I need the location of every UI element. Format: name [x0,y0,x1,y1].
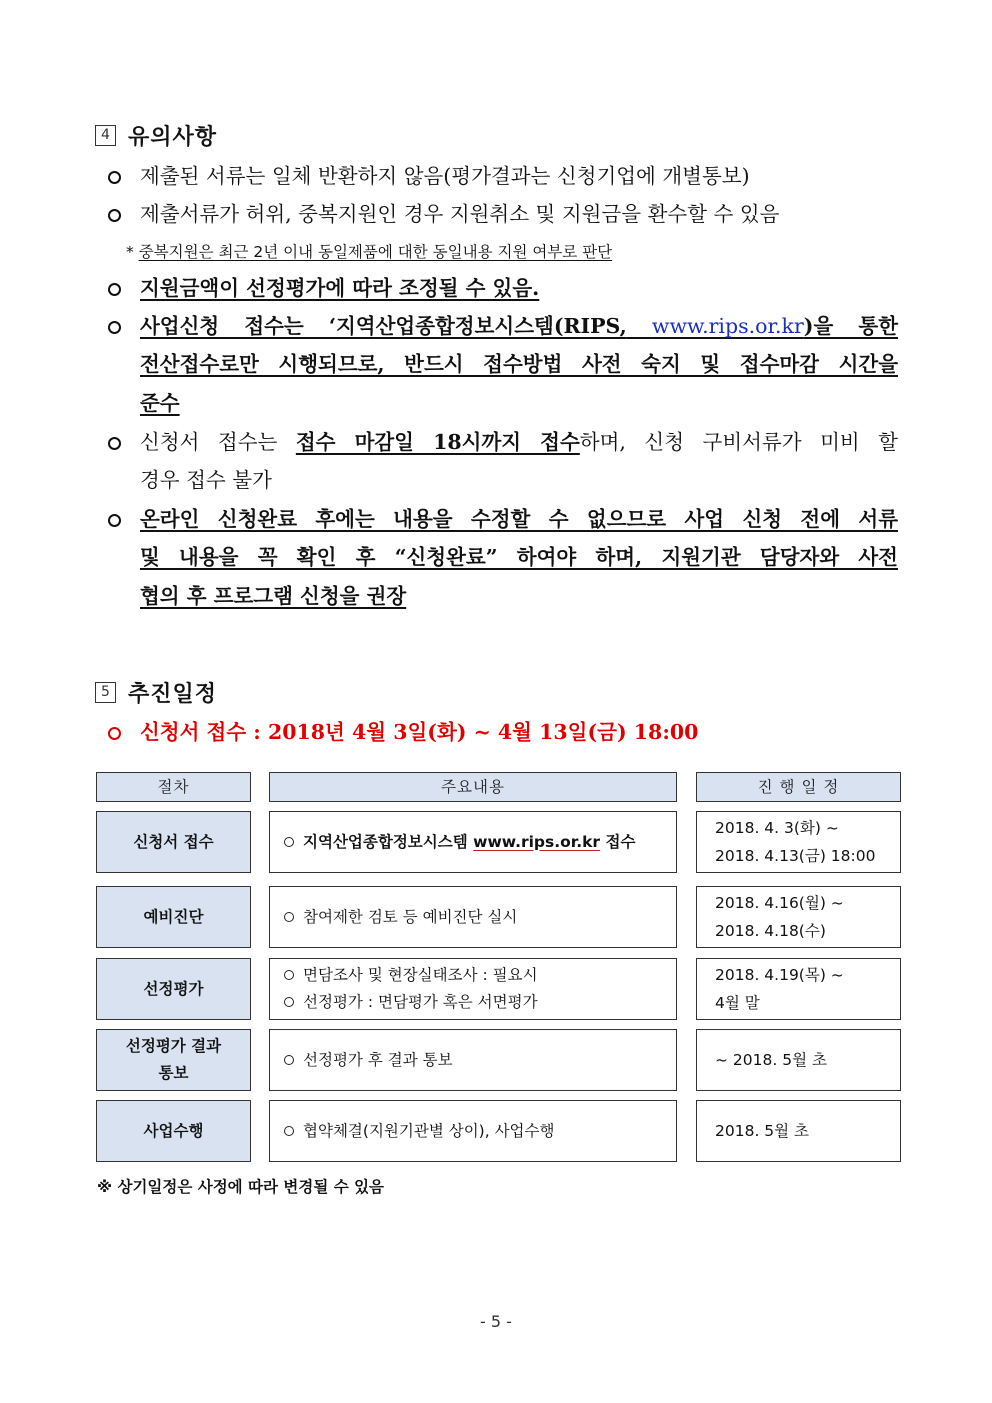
notice-item-5-text-end: 하며, 신청 구비서류가 미비 할 [579,430,898,454]
schedule-line: ~ 2018. 5월 초 [715,1051,827,1069]
circle-bullet-icon [284,1126,294,1136]
content-cell [269,958,677,1020]
step-cell: 선정평가 [96,958,251,1020]
bullet-circle-icon [108,283,121,296]
schedule-line: 2018. 5월 초 [715,1122,810,1140]
step-line: 통보 [158,1064,189,1082]
step-line: 선정평가 결과 [125,1037,222,1055]
notice-item-5-text: 신청서 접수는 [140,430,278,454]
circle-bullet-icon [284,837,294,847]
notice-item-6-line-3: 협의 후 프로그램 신청을 권장 [140,584,407,608]
notice-item-5 [140,428,898,456]
header-step: 절차 [96,772,251,802]
notice-item-3: 지원금액이 선정평가에 따라 조정될 수 있음. [140,276,540,300]
notice-item-1: 제출된 서류는 일체 반환하지 않음(평가결과는 신청기업에 개별통보) [140,164,750,188]
notice-note [126,240,612,262]
content-text: 선정평가 : 면담평가 혹은 서면평가 [303,993,538,1011]
schedule-cell [696,811,901,873]
notice-item-6: 온라인 신청완료 후에는 내용을 수정할 수 없으므로 사업 신청 전에 서류 [140,507,898,531]
content-cell [269,1100,677,1162]
application-period: 신청서 접수 : 2018년 4월 3일(화) ~ 4월 13일(금) 18:00 [140,720,699,744]
step-cell: 예비진단 [96,886,251,948]
note-text: 중복지원은 최근 2년 이내 동일제품에 대한 동일내용 지원 여부로 판단 [138,243,613,261]
content-cell [269,886,677,948]
bullet-circle-icon [108,209,121,222]
schedule-line: 2018. 4.16(월) ~ [715,894,844,912]
header-content: 주요내용 [269,772,677,802]
section-title: 유의사항 [128,125,218,150]
content-line [284,1118,676,1145]
section-4-heading [95,120,217,151]
schedule-cell [696,958,901,1020]
notice-item-5-line-2: 경우 접수 불가 [140,468,272,492]
schedule-line: 2018. 4.13(금) 18:00 [715,847,876,865]
step-cell: 사업수행 [96,1100,251,1162]
schedule-cell [696,1029,901,1091]
content-line [284,1047,676,1074]
content-text: 지역산업종합정보시스템 [303,832,468,851]
content-text: 참여제한 검토 등 예비진단 실시 [303,907,518,926]
content-line [284,989,676,1016]
rips-link[interactable]: www.rips.or.kr [651,314,804,338]
content-text: 협약체결(지원기관별 상이), 사업수행 [303,1121,555,1140]
circle-bullet-icon [284,970,294,980]
content-line [284,962,676,989]
content-cell [269,1029,677,1091]
notice-item-6-line-2: 및 내용을 꼭 확인 후 “신청완료” 하여야 하며, 지원기관 담당자와 사전 [140,545,898,569]
step-cell: 신청서 접수 [96,811,251,873]
content-text: 선정평가 후 결과 통보 [303,1050,453,1069]
content-line [284,904,676,931]
notice-item-2: 제출서류가 허위, 중복지원인 경우 지원취소 및 지원금을 환수할 수 있음 [140,202,780,226]
schedule-cell [696,1100,901,1162]
circle-bullet-icon [284,1055,294,1065]
bullet-circle-icon [108,437,121,450]
content-cell [269,811,677,873]
step-cell [96,1029,251,1091]
rips-url[interactable]: www.rips.or.kr [473,832,601,851]
note-mark: * [126,243,134,261]
notice-item-4-text-end: )을 통한 [803,314,899,338]
content-text: 면담조사 및 현장실태조사 : 필요시 [303,966,538,984]
circle-bullet-icon [284,912,294,922]
bullet-circle-icon [108,514,121,527]
section-5-heading [95,677,217,708]
section-number: 4 [95,125,116,146]
notice-item-4-line-3: 준수 [140,391,180,415]
bullet-circle-icon [108,321,121,334]
schedule-cell [696,886,901,948]
section-title: 추진일정 [128,682,218,707]
deadline-emphasis: 접수 마감일 18시까지 접수 [295,430,580,454]
schedule-footnote: ※ 상기일정은 사정에 따라 변경될 수 있음 [97,1178,385,1196]
schedule-line: 2018. 4.18(수) [715,922,826,940]
header-schedule: 진 행 일 정 [696,772,901,802]
notice-item-4-text: 사업신청 접수는 ‘지역산업종합정보시스템(RIPS, [140,314,627,338]
content-text-end: 접수 [605,832,636,851]
section-number: 5 [95,682,116,703]
bullet-circle-icon [108,171,121,184]
schedule-line: 2018. 4. 3(화) ~ [715,819,839,837]
bullet-circle-icon [108,727,121,740]
page-number: - 5 - [480,1312,512,1331]
schedule-line: 4월 말 [715,994,760,1012]
notice-item-4 [140,312,898,340]
notice-item-4-line-2: 전산접수로만 시행되므로, 반드시 접수방법 사전 숙지 및 접수마감 시간을 [140,352,898,376]
content-line [284,829,676,856]
circle-bullet-icon [284,997,294,1007]
schedule-line: 2018. 4.19(목) ~ [715,966,844,984]
